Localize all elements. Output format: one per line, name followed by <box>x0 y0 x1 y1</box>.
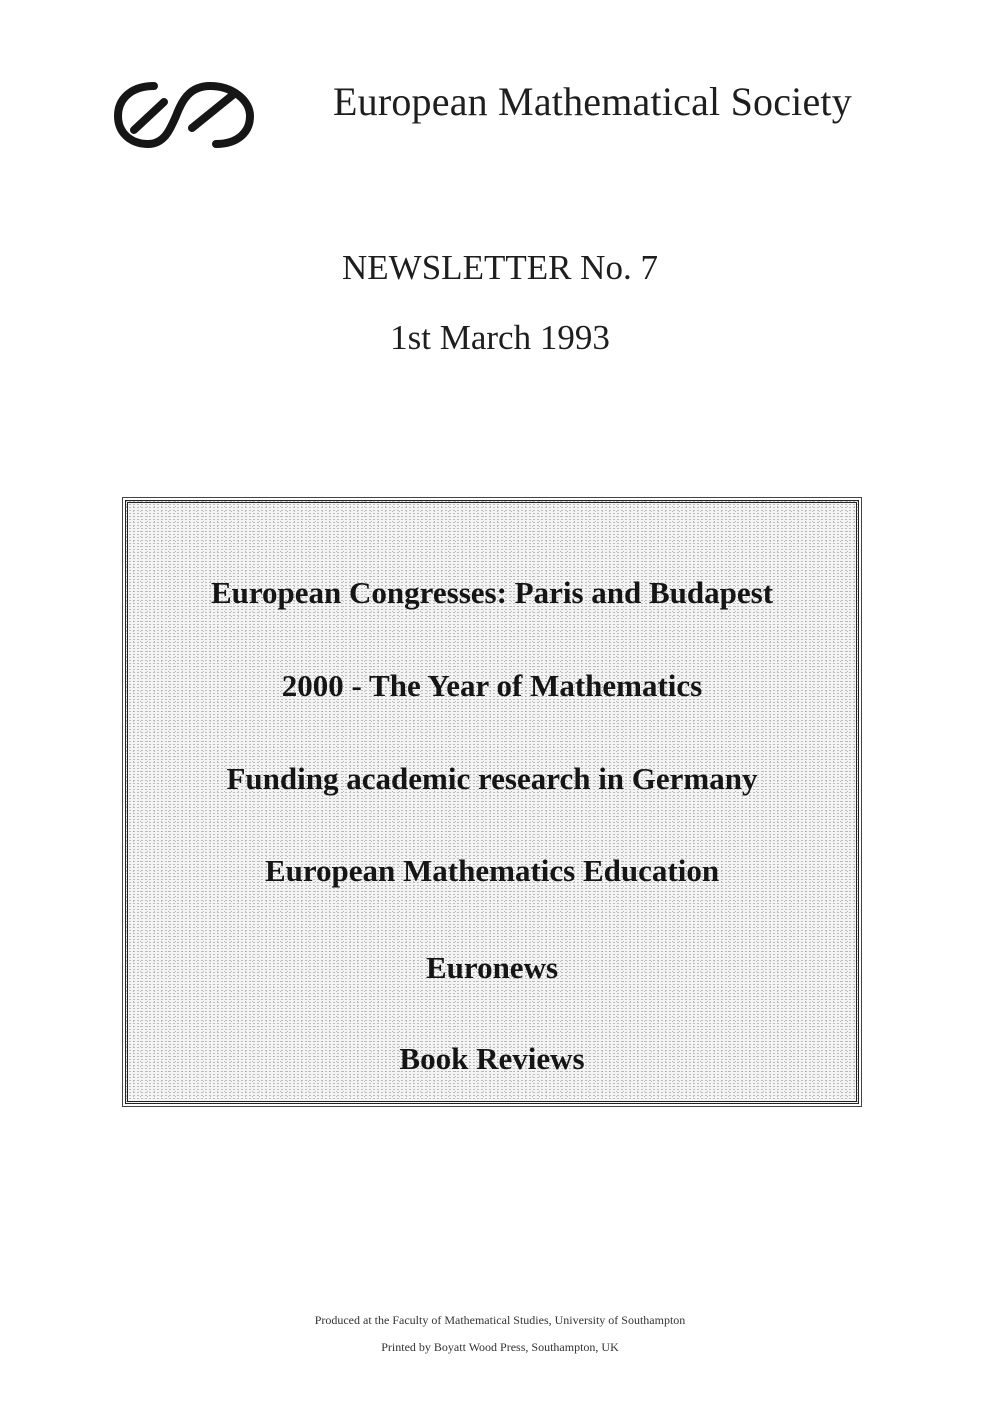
contents-item: Funding academic research in Germany <box>226 761 758 796</box>
contents-item: 2000 - The Year of Mathematics <box>281 668 703 703</box>
contents-item: European Mathematics Education <box>264 853 720 888</box>
newsletter-title: NEWSLETTER No. 7 <box>342 248 658 287</box>
contents-box <box>125 500 859 1104</box>
printed-note: Printed by Boyatt Wood Press, Southampton, UK <box>381 1340 619 1354</box>
produced-note: Produced at the Faculty of Mathematical Studies, University of Southampton <box>314 1313 686 1327</box>
contents-item: European Congresses: Paris and Budapest <box>210 575 774 610</box>
issue-date: 1st March 1993 <box>390 318 610 357</box>
contents-item: Book Reviews <box>399 1041 585 1076</box>
ems-logo-icon <box>112 80 257 148</box>
contents-item: Euronews <box>425 950 559 985</box>
society-name: European Mathematical Society <box>333 79 852 124</box>
